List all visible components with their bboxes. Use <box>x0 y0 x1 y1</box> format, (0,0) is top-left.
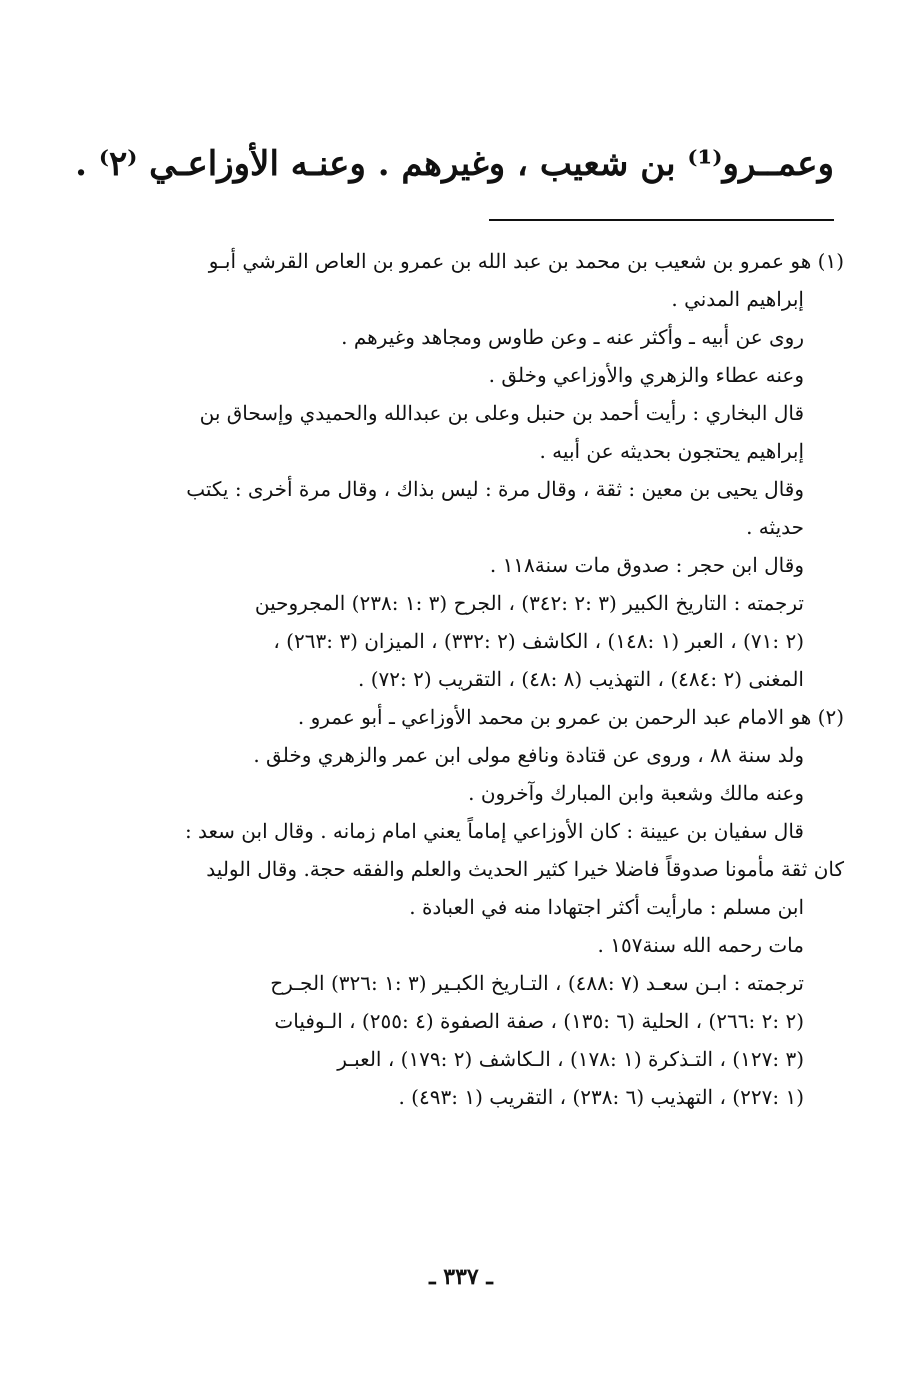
footnote-separator <box>489 219 834 221</box>
footnote-line: إبراهيم المدني . <box>671 287 804 311</box>
footnote-line: (٢ :٧١) ، العبر (١ :١٤٨) ، الكاشف (٢ :٣٣٢) ، الميزان (٣ :٢٦٣) ، <box>273 629 804 653</box>
footnote-line: إبراهيم يحتجون بحديثه عن أبيه . <box>539 439 804 463</box>
footnote-line: وعنه مالك وشعبة وابن المبارك وآخرون . <box>468 781 804 805</box>
footnote-line: وعنه عطاء والزهري والأوزاعي وخلق . <box>488 363 804 387</box>
footnote-line: وقال ابن حجر : صدوق مات سنة١١٨ . <box>489 553 804 577</box>
footnote-line: (٢) هو الامام عبد الرحمن بن عمرو بن محمد الأوزاعي ـ أبو عمرو . <box>297 705 844 729</box>
footnote-line: ابن مسلم : مارأيت أكثر اجتهادا منه في العبادة . <box>409 895 804 919</box>
footnote-line: (١ :٢٢٧) ، التهذيب (٦ :٢٣٨) ، التقريب (١ :٤٩٣) . <box>398 1085 804 1109</box>
footnotes-block <box>84 242 844 1116</box>
footnote-line: (١) هو عمرو بن شعيب بن محمد بن عبد الله بن عمرو بن العاص القرشي أبـو <box>208 249 844 273</box>
footnote-line: حديثه . <box>746 515 804 539</box>
footnote-line: (٢ :٢ :٢٦٦) ، الحلية (٦ :١٣٥) ، صفة الصفوة (٤ :٢٥٥) ، الـوفيات <box>274 1009 804 1033</box>
footnote-line: كان ثقة مأمونا صدوقاً فاضلا خيرا كثير الحديث والعلم والفقه حجة. وقال الوليد <box>206 857 844 881</box>
footnote-line: وقال يحيى بن معين : ثقة ، وقال مرة : ليس بذاك ، وقال مرة أخرى : يكتب <box>186 477 804 501</box>
footnote-line: روى عن أبيه ـ وأكثر عنه ـ وعن طاوس ومجاهد وغيرهم . <box>341 325 804 349</box>
main-text-line: وعمــرو⁽¹⁾ بن شعيب ، وغيرهم . وعنـه الأوزاعـي ⁽٢⁾ . <box>75 144 834 184</box>
footnote-line: ولد سنة ٨٨ ، وروى عن قتادة ونافع مولى ابن عمر والزهري وخلق . <box>253 743 804 767</box>
footnote-line: قال سفيان بن عيينة : كان الأوزاعي إماماً يعني امام زمانه . وقال ابن سعد : <box>184 819 804 843</box>
footnote-line: ترجمته : التاريخ الكبير (٣ :٢ :٣٤٢) ، الجرح (٣ :١ :٢٣٨) المجروحين <box>254 591 804 615</box>
footnote-line: المغنى (٢ :٤٨٤) ، التهذيب (٨ :٤٨) ، التقريب (٢ :٧٢) . <box>358 667 804 691</box>
page-number: ـ ٣٣٧ ـ <box>429 1264 493 1290</box>
footnote-line: قال البخاري : رأيت أحمد بن حنبل وعلى بن عبدالله والحميدي وإسحاق بن <box>199 401 804 425</box>
footnote-line: مات رحمه الله سنة١٥٧ . <box>597 933 804 957</box>
footnote-line: ترجمته : ابـن سعـد (٧ :٤٨٨) ، التـاريخ الكبـير (٣ :١ :٣٢٦) الجـرح <box>270 971 804 995</box>
footnote-line: (٣ :١٢٧) ، التـذكرة (١ :١٧٨) ، الـكاشف (٢ :١٧٩) ، العبـر <box>337 1047 804 1071</box>
